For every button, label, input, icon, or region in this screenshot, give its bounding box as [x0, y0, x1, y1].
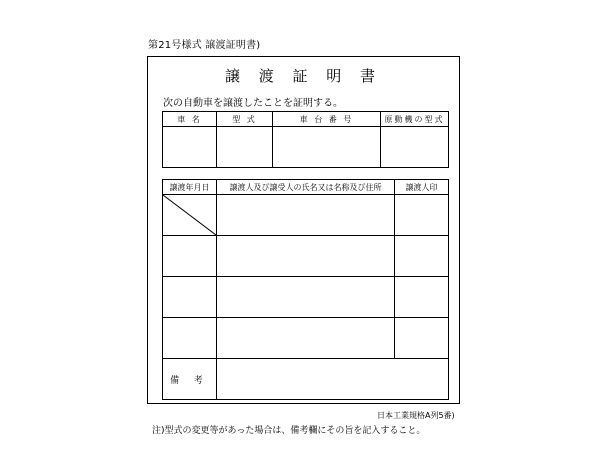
paper-standard: 日本工業規格A列5番) — [377, 411, 455, 420]
header-transfer-date: 譲渡年月日 — [163, 180, 217, 195]
form-number: 第21号様式 譲渡証明書) — [148, 40, 261, 51]
parties-field[interactable] — [217, 318, 395, 359]
model-field[interactable] — [217, 127, 273, 168]
transfer-table — [162, 179, 449, 400]
transfer-date-field[interactable] — [163, 236, 217, 277]
transfer-date-field[interactable] — [163, 277, 217, 318]
header-engine-model: 原動機の型式 — [381, 112, 449, 127]
table-row — [163, 277, 449, 318]
remarks-field[interactable] — [217, 359, 449, 400]
seal-field[interactable] — [395, 277, 449, 318]
certificate-frame — [147, 56, 460, 404]
parties-field[interactable] — [217, 195, 395, 236]
seal-field[interactable] — [395, 236, 449, 277]
certification-statement: 次の自動車を譲渡したことを証明する。 — [163, 98, 343, 109]
table-row — [163, 318, 449, 359]
seal-field[interactable] — [395, 318, 449, 359]
transfer-date-field[interactable] — [163, 318, 217, 359]
header-transferor-seal: 譲渡人印 — [395, 180, 449, 195]
table-row — [163, 236, 449, 277]
header-model: 型 式 — [217, 112, 273, 127]
vehicle-table — [162, 111, 449, 168]
table-row — [163, 195, 449, 236]
parties-field[interactable] — [217, 236, 395, 277]
diagonal-line — [163, 195, 216, 235]
header-parties: 譲渡人及び譲受人の氏名又は名称及び住所 — [217, 180, 395, 195]
remarks-row — [163, 359, 449, 400]
header-car-name: 車 名 — [163, 112, 217, 127]
remarks-label: 備 考 — [163, 359, 217, 400]
transfer-date-cell-crossed — [163, 195, 217, 236]
engine-model-field[interactable] — [381, 127, 449, 168]
seal-field[interactable] — [395, 195, 449, 236]
footnote: 注)型式の変更等があった場合は、備考欄にその旨を記入すること。 — [152, 426, 426, 436]
chassis-number-field[interactable] — [273, 127, 381, 168]
car-name-field[interactable] — [163, 127, 217, 168]
header-chassis-number: 車 台 番 号 — [273, 112, 381, 127]
parties-field[interactable] — [217, 277, 395, 318]
document-title: 譲 渡 証 明 書 — [224, 67, 383, 85]
